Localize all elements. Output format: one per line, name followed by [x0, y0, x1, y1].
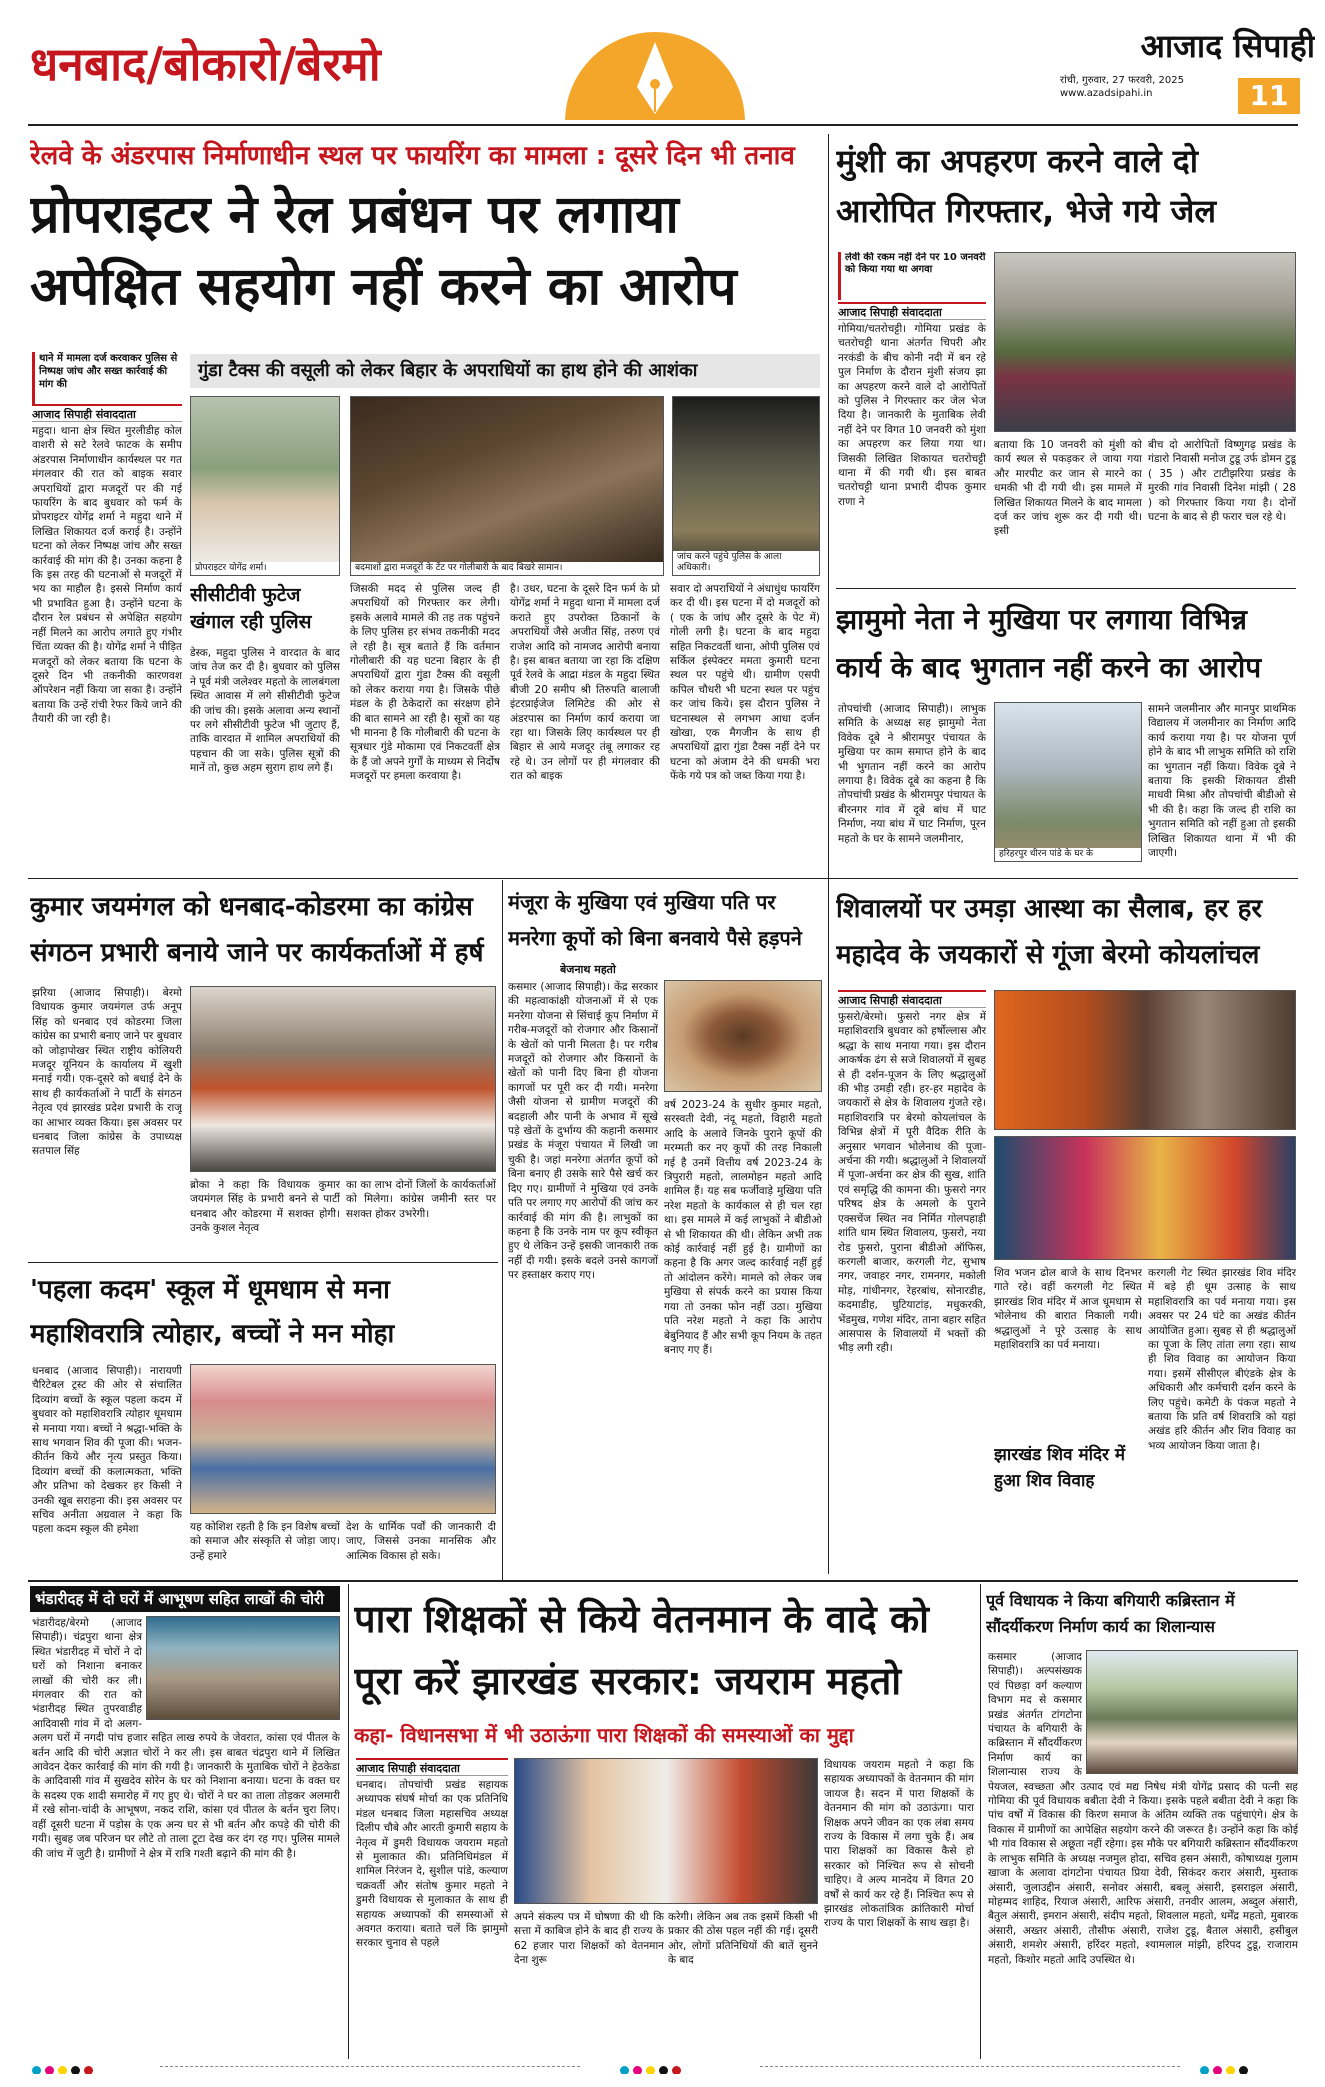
- shiv-col-1: फुसरो/बेरमो। फुसरो नगर क्षेत्र में महाशिवरात्रि बुधवार को हर्षोल्लास और श्रद्धा के साथ मनाया गया। इस दौरान आकर्षक ढंग से सजे शिवालयों में सुबह से ही दर्शन-पूजन के लिए श्रद्धालुओं की भीड़ उमड़ी रही। हर-हर महादेव के जयकारों से क्षेत्र के शिवालय गुंजते रहे। महाशिवरात्रि पर बेरमो कोयलांचल के विभिन्न क्षेत्रों में पूरी वैदिक रीति के अनुसार भगवान भोलेनाथ की पूजा-अर्चना की गयी। श्रद्धालुओं ने शिवालयों में पूजा-अर्चना कर क्षेत्र की सुख, शांति एवं समृद्धि की कामना की। फुसरो नगर परिषद क्षेत्र के अमलो के पुराने एक्सचेंज स्थित नव निर्मित गोलपहाड़ी शांति धाम स्थित शिवालय, फुसरो, नया रोड फुसरो, पुराना बीडीओ ऑफिस, करगली बाजार, करगली गेट, सुभाष नगर, जवाहर नगर, रामनगर, मकोली मोड़, गांधीनगर, रेहरबांध, सोनारडीह, कदमाडीह, घुटियाटांड़, मधुकरकी, भेंडमुख, गणेश मंदिर, ताना बहार सहित आसपास के शिवालयों में भक्तों की भीड़ लगी रही।: [838, 1011, 986, 1355]
- section-rule: [28, 1580, 1298, 1582]
- kabristan-col-1: कसमार (आजाद सिपाही)। अल्पसंख्यक एवं पिछड़ा वर्ग कल्याण विभाग मद से कसमार प्रखंड अंतर्गत टांगटोना पंचायत के बगियारी के कब्रिस्तान में सौंदर्यीकरण निर्माण कार्य का शिलान्यास राज्य के पेयजल, स्वच्छता और उत्पाद एवं मद्य निषेध मंत्री योगेंद्र प्रसाद की पत्नी सह गोमिया की पूर्व विधायक बबीता देवी ने किया। इसके पहले बबीता देवी ने कहा कि पांच वर्षों में विकास की किरण समाज के अंतिम व्यक्ति तक पहुंचाएंगे। क्षेत्र के विकास में ग्रामीणों का आपेक्षित सहयोग करने की जरूरत है। उन्होंने कहा कि कोई भी गांव विकास से अछूता नहीं रहेगा। इस मौके पर बगियारी कब्रिस्तान सौंदर्यीकरण के लाभुक समिति के अध्यक्ष नजमुल होदा, सचिव हसन अंसारी, कोषाध्यक्ष गुलाम खाजा के अलावा दांगटोना पंचायत प्रिया देवी, सिकंदर करार अंसारी, मुस्ताक अंसारी, जुलाउद्दीन अंसारी, सनोवर अंसारी, बबलू अंसारी, इसराइल अंसारी, मोहम्मद शाहिद, रियाज अंसारी, आरिफ अंसारी, तनवीर आलम, अब्दुल अंसारी, बैतुल अंसारी, इमरान अंसारी, संदीप महतो, शिवलाल महतो, धर्मेंद्र महतो, मुबारक अंसारी, अख्तर अंसारी, तौसीफ अंसारी, राजेश टुडू, बैताल अंसारी, हसीबुल अंसारी, शमशेर अंसारी, हरिंदर महतो, श्यामलाल मांझी, हरिपद टुडू, राजाराम महतो, किशोर महतो आदि उपस्थित थे।: [988, 1651, 1298, 1966]
- column-divider: [502, 880, 503, 1580]
- pahla-headline: 'पहला कदम' स्कूल में धूमधाम से मना महाशिवरात्रि त्योहार, बच्चों ने मन मोहा: [30, 1275, 395, 1349]
- shiv-col-3: करगली गेट स्थित झारखंड शिव मंदिर में बड़े ही धूम उत्साह के साथ महाशिवरात्रि का पर्व मनाया गया। इस अवसर पर 24 घंटे का अखंड कीर्तन आयोजित हुआ। सुबह से ही श्रद्धालुओं का पूजा के लिए तांता लगा रहा। साथ ही शिव विवाह का आयोजन किया गया। इसमें सीसीएल बीएंडके क्षेत्र के अधिकारी और कर्मचारी दर्शन करने के लिए पहुंचे। कमेटी के पंकज महतो ने बताया कि प्रति वर्ष शिवरात्रि को यहां अखंड हरि कीर्तन और शिव विवाह का भव्य आयोजन किया जाता है।: [1148, 1267, 1296, 1452]
- photo-caption: जांच करने पहुंचे पुलिस के आला अधिकारी।: [673, 551, 819, 575]
- paper-name: आजाद सिपाही: [1140, 27, 1315, 65]
- shiv-byline: आजाद सिपाही संवाददाता: [838, 990, 986, 1008]
- lead-col-3: जिसकी मदद से पुलिस जल्द ही अपराधियों को गिरफ्तार कर लेगी। इसके अलावे मामले की तह तक पहुंचने के लिए पुलिस हर संभव तकनीकी मदद ले रही है। सूत्र बताते हैं कि वर्तमान गोलीबारी की यह घटना बिहार के ही अपराधियों द्वारा गुंडा टैक्स की वसूली को लेकर कराया गया है। जिसके पीछे मंडल के ही ठेकेदारों का संरक्षण होने की बात सामने आ रही है। सूत्रों का यह भी मानना है कि गोलीबारी की घटना के सूत्रधार गुंडे मोकामा एवं निकटवर्ती क्षेत्र के हैं जो अपने गुर्गों के माध्यम से निर्दोष मजदूरों पर हमला करवाया है।: [350, 583, 500, 783]
- lead-box-title: थाने में मामला दर्ज करवाकर पुलिस से निष्पक्ष जांच और सख्त कार्रवाई की मांग की: [32, 352, 182, 404]
- shiv-subhead: झारखंड शिव मंदिर में हुआ शिव विवाह: [994, 1445, 1126, 1491]
- section-rule: [28, 878, 1298, 879]
- para-col-4: विधायक जयराम महतो ने कहा कि सहायक अध्यापकों के वेतनमान की मांग जायज है। सदन में पारा शिक्षकों के वेतनमान की मांग को उठाऊंगा। पारा शिक्षक अपने जीवन का एक लंबा समय राज्य के विकास में लगा चुके हैं। अब पारा शिक्षकों का विकास कैसे हो सरकार को निश्चित रूप से सोचनी चाहिए। वे अल्प मानदेय में विगत 20 वर्षों से कार्य कर रहे हैं। निश्चित रूप से झारखंड लोकतांत्रिक क्रांतिकारी मोर्चा राज्य के पारा शिक्षकों के साथ खड़ा है।: [824, 1759, 974, 1930]
- photo-congress-celebration: [190, 986, 496, 1172]
- munshi-byline: आजाद सिपाही संवाददाता: [838, 302, 986, 320]
- bhandari-headline: भंडारीदह में दो घरों में आभूषण सहित लाखों की चोरी: [30, 1586, 340, 1612]
- para-col-1: धनबाद। तोपचांची प्रखंड सहायक अध्यापक संघर्ष मोर्चा का एक प्रतिनिधि मंडल धनबाद जिला महासचिव अध्यक्ष दिलीप चौबे और आरती कुमारी सहाय के नेतृत्व में डुमरी विधायक जयराम महतो से मुलाकात की। प्रतिनिधिमंडल में शामिल निरंजन दे, सुशील पांडे, कल्याण चक्रवर्ती और संतोष कुमार महतो ने डुमरी विधायक से मुलाकात के साथ ही सहायक अध्यापकों की समस्याओं से अवगत कराया। बताते चलें कि झामुमो सरकार चुनाव से पहले: [356, 1779, 508, 1950]
- kumar-col-1: झरिया (आजाद सिपाही)। बेरमो विधायक कुमार जयमंगल उर्फ अनूप सिंह को धनबाद एवं कोडरमा जिला कांग्रेस का प्रभारी बनाए जाने पर बुधवार को जोड़ापोखर स्थित राष्ट्रीय कोलियरी मजदूर यूनियन के कार्यालय में खुशी मनाई गयी। एक-दूसरे को बधाई देने के साथ ही कार्यकर्ताओं ने पार्टी के संगठन नेतृत्व एवं झारखंड प्रदेश प्रभारी के राजू का आभार व्यक्त किया। इस अवसर पर धनबाद जिला कांग्रेस के उपाध्यक्ष सतपाल सिंह: [32, 987, 182, 1158]
- manjura-col-1: कसमार (आजाद सिपाही)। केंद्र सरकार की महत्वाकांक्षी योजनाओं में से एक मनरेगा योजना से सिंचाई कूप निर्माण में गरीब-मजदूरों को रोजगार और किसानों के खेतों को पानी मिलता है। पर गरीब मजदूरों को रोजगार और किसानों के खेतों को पानी दिए बिना ही योजना कागजों पर पूरी कर दी गयी। मनरेगा जैसी योजना से ग्रामीण मजदूरों की बदहाली और पानी के अभाव में सूखे पड़े खेतों के दुर्भाग्य की कहानी कसमार प्रखंड के मंजूरा पंचायत में लिखी जा चुकी है। जहां मनरेगा अंतर्गत कूपों को बिना बनाए ही उसके सारे पैसे खर्च कर दिए गए। ग्रामीणों ने मुखिया एवं उनके पति पर लगाए गए आरोपों की जांच कर कार्रवाई की मांग की है। लाभुकों का कहना है कि उनके नाम पर कूप स्वीकृत हुए थे लेकिन उन्हें इसकी जानकारी तक नहीं दी गयी। इसके बदले उनसे कागजों पर हस्ताक्षर कराए गए।: [508, 981, 658, 1282]
- masthead-rule: [28, 124, 1298, 126]
- photo-water-tower: [994, 702, 1142, 862]
- kumar-col-3: का का लाभ दोनों जिलों के कार्यकर्ताओं को मिलेगा। कांग्रेस जमीनी स्तर पर सशक्त होकर उभरेगी।: [346, 1179, 496, 1220]
- photo-well: [664, 980, 822, 1092]
- lead-headline-1: प्रोपराइटर ने रेल प्रबंधन पर लगाया: [30, 185, 679, 245]
- footer-color-dots: [32, 2060, 152, 2074]
- kabristan-headline: पूर्व विधायक ने किया बगियारी कब्रिस्तान में सौंदर्यीकरण निर्माण कार्य का शिलान्यास: [986, 1591, 1235, 1636]
- lead-col-4: है। उधर, घटना के दूसरे दिन फर्म के प्रो योगेंद्र शर्मा ने महुदा थाना में मामला दर्ज कराते हुए उपरोक्त ठिकानों के अपराधियों जैसे अजीत सिंह, तरुण एवं राजेश आदि को नामजद आरोपी बनाया है। इस बाबत बताया जा रहा कि दक्षिण पूर्व रेलवे के आद्रा मंडल के महुदा स्थित बीजी 20 समीप श्री तिरुपति बालाजी इंटरप्राईजेज लिमिटेड की ओर से अंडरपास का निर्माण कार्य कराया जा रहा था। जिसके लिए कार्यस्थल पर ही बिहार से आये मजदूर तंबू लगाकर रह रहे थे। उन लोगों पर ही मंगलवार की रात को बाइक: [510, 583, 660, 783]
- column-divider: [828, 134, 829, 1574]
- footer-color-dots: [1200, 2060, 1300, 2074]
- page-number: 11: [1238, 78, 1300, 114]
- lead-strip: गुंडा टैक्स की वसूली को लेकर बिहार के अपराधियों का हाथ होने की आशंका: [190, 354, 820, 388]
- manjura-col-2: वर्ष 2023-24 के सुधीर कुमार महतो, सरस्वती देवी, नंदू महतो, विहारी महतो आदि के अलावे जिनके पुराने कूपों की मरम्मती कर नए कूपों की तरह निकाली गई है उनमें वित्तीय वर्ष 2023-24 के त्रिपुरारी महतो, लालमोहन महतो आदि शामिल हैं। यह सब फर्जीवाड़े मुखिया पति नरेश महतो के कार्यकाल से ही चल रहा था। इस मामले में कई लाभुकों ने बीडीओ से भी शिकायत की थी। लेकिन अभी तक कोई कार्रवाई नहीं हुई है। ग्रामीणों का कहना है कि अगर जल्द कार्रवाई नहीं हुई तो आंदोलन करेंगे। मामले को लेकर जब मुखिया से संपर्क करने का प्रयास किया गया तो उनका फोन नहीं उठा। मुखिया पति नरेश महतो ने कहा कि आरोप बेबुनियाद हैं और सभी कूप नियम के तहत बनाए गए हैं।: [664, 1099, 822, 1356]
- pen-nib-logo: [555, 22, 755, 120]
- pahla-col-3: देश के धार्मिक पर्वों की जानकारी दी जाए, जिससे उनका मानसिक और आत्मिक विकास हो सके।: [346, 1521, 496, 1562]
- manjura-reporter: बेजनाथ महतो: [560, 963, 616, 976]
- jmm-col-1: तोपचांची (आजाद सिपाही)। लाभुक समिति के अध्यक्ष सह झामुमो नेता विवेक दूबे ने श्रीरामपुर पंचायत के मुखिया पर काम समाप्त होने के बाद भी भुगतान नहीं करने का आरोप लगाया है। विवेक दूबे का कहना है कि तोपचांची प्रखंड के श्रीरामपुर पंचायत के बीरनगर गांव में दूबे बांध में घाट निर्माण, नया बांध में घाट निर्माण, पूरन महतो के घर के सामने जलमीनार,: [838, 703, 986, 845]
- pahla-col-1: धनबाद (आजाद सिपाही)। नारायणी चैरिटेबल ट्रस्ट की ओर से संचालित दिव्यांग बच्चों के स्कूल पहला कदम में बुधवार को महाशिवरात्रि त्योहार धूमधाम से मनाया गया। बच्चों ने श्रद्धा-भक्ति के साथ भगवान शिव की पूजा की। भजन-कीर्तन किये और नृत्य प्रस्तुत किया। दिव्यांग बच्चों की कलात्मकता, भक्ति और प्रतिभा को देखकर हर किसी ने उनकी खूब सराहना की। इस अवसर पर सचिव अनीता अग्रवाल ने कहा कि पहला कदम स्कूल की हमेशा: [32, 1365, 182, 1536]
- dateline: रांची, गुरुवार, 27 फरवरी, 2025: [1060, 75, 1184, 86]
- kumar-col-2: ब्रोका ने कहा कि विधायक कुमार जयमंगल सिंह के प्रभारी बनने से पार्टी धनबाद और कोडरमा में सशक्त होगी। उनके कुशल नेतृत्व: [190, 1179, 340, 1235]
- section-rule: [836, 588, 1296, 589]
- shiv-headline: शिवालयों पर उमड़ा आस्था का सैलाब, हर हर महादेव के जयकारों से गूंजा बेरमो कोयलांचल: [836, 894, 1263, 970]
- munshi-col-1: गोमिया/चतरोचट्टी। गोमिया प्रखंड के चतरोचट्टी थाना अंतर्गत चिपरी और नरकंडी के बीच कोनी नदी में बन रहे पुल निर्माण के दौरान मुंशी संजय झा का अपहरण करने वाले दो आरोपितों को पुलिस ने गिरफ्तार कर जेल भेज दिया है। जानकारी के मुताबिक लेवी नहीं देने पर विगत 10 जनवरी को मुंशा का अपहरण कर लिया गया था। जिसकी लिखित शिकायत चतरोचट्टी थाना में की गयी थी। इस बाबत चतरोचट्टी थाना प्रभारी दीपक कुमार राणा ने: [838, 323, 986, 508]
- photo-foundation-ceremony: [1086, 1650, 1298, 1774]
- lead-col-2: डेस्क, महुदा पुलिस ने वारदात के बाद जांच तेज कर दी है। बुधवार को पुलिस ने पूर्व मंत्री जलेश्वर महतो के लालबंगला स्थित आवास में लगे सीसीटीवी फुटेज की जांच की। इसके अलावा अन्य स्थानों पर लगे सीसीटीवी फुटेज भी जुटाए हैं, ताकि वारदात में शामिल अपराधियों की पहचान की जा सके। पुलिस सूत्रों की मानें तो, कुछ अहम सुराग हाथ लगे हैं।: [190, 647, 340, 775]
- photo-scattered-items: [350, 396, 664, 576]
- munshi-box: लेवी की रकम नहीं देने पर 10 जनवरी को किया गया था अगवा: [838, 252, 986, 300]
- masthead: [0, 0, 1325, 120]
- lead-col-5: सवार दो अपराधियों ने अंधाधुंध फायरिंग कर दी थी। इस घटना में दो मजदूरों को ( एक के जांघ और दूसरे के पेट में) गोली लगी है। घटना के बाद महुदा सहित निकटवर्ती थाना, ओपी पुलिस एवं सर्किल इंस्पेक्टर ममता कुमारी घटना स्थल पर पहुंचे थी। ग्रामीण एसपी कपिल चौधरी भी घटना स्थल पर पहुंच कर जांच किये। इस दौरान पुलिस ने घटनास्थल से लगभग आधा दर्जन खोखा, एक मैगजीन के साथ ही अपराधियों द्वारा गुंडा टैक्स नहीं देने पर घटना को अंजाम देने की धमकी भरा फेंके गये पत्र को जब्त किया गया है।: [670, 583, 820, 783]
- footer-registration-marks: [160, 2066, 580, 2068]
- para-col-2: अपने संकल्प पत्र में घोषणा की थी कि सत्ता में काबिज होने के बाद ही राज्य के 62 हजार पारा शिक्षकों को वेतनमान देना शुरू: [514, 1911, 664, 1967]
- shiv-col-2: शिव भजन ढोल बाजे के साथ दिनभर गाते रहे। वहीं करगली गेट स्थित झारखंड शिव मंदिर में आज धूमधाम से भोलेनाथ की बारात निकाली गयी। श्रद्धालुओं ने पूरे उत्साह के साथ महाशिवरात्रि का पर्व मनाया।: [994, 1267, 1142, 1352]
- photo-caption: बदमाशों द्वारा मजदूरों के टेंट पर गोलीबारी के बाद बिखरे सामान।: [351, 562, 663, 575]
- munshi-headline: मुंशी का अपहरण करने वाले दो आरोपित गिरफ्तार, भेजे गये जेल: [836, 142, 1217, 230]
- bhandari-col-1: भंडारीदह/बेरमो (आजाद सिपाही)। चंद्रपुरा थाना क्षेत्र स्थित भंडारीदह में चोरों ने दो घरों को निशाना बनाकर लाखों की चोरी कर ली। मंगलवार की रात को भंडारीदह स्थित तुपरवाडीह आदिवासी गांव में दो अलग-अलग घरों में नगदी पांच हजार सहित लाख रुपये के जेवरात, कांसा एवं पीतल के बर्तन आदि की चोरी अज्ञात चोरों ने कर ली। इस बाबत चंद्रपुरा थाने में लिखित आवेदन देकर कार्रवाई की मांग की गयी है। जानकारी के मुताबिक चोरों ने हेठकेडा के आदिवासी गांव में सुखदेव सोरेन के घर को निशाना बनाया। घटना के वक्त घर के सदस्य एक शादी समारोह में गए हुए थे। चोरों ने घर का ताला तोड़कर अलमारी में रखे सोना-चांदी के आभूषण, नकद राशि, कांसा एवं पीतल के बर्तन चुरा लिए। वहीं दूसरी घटना में पड़ोस के एक अन्य घर से भी बर्तन और कपड़े की चोरी की गयी। सुबह जब परिजन घर लौटे तो ताला टूटा देख कर दंग रह गए। पुलिस मामले की जांच में जुटी है। ग्रामीणों ने क्षेत्र में रात्रि गश्ती बढ़ाने की मांग की है।: [32, 1617, 340, 1860]
- lead-subhead: सीसीटीवी फुटेज खंगाल रही पुलिस: [190, 584, 312, 633]
- para-headline-1: पारा शिक्षकों से किये वेतनमान के वादे को: [354, 1597, 930, 1641]
- lead-topline: रेलवे के अंडरपास निर्माणाधीन स्थल पर फायरिंग का मामला : दूसरे दिन भी तनाव: [30, 141, 795, 171]
- footer-registration-marks: [760, 2066, 1180, 2068]
- photo-shiv-devotees-2: [994, 1136, 1296, 1260]
- footer-color-dots: [620, 2060, 740, 2074]
- jmm-col-2: सामने जलमीनार और मानपुर प्राथमिक विद्यालय में जलमीनार का निर्माण आदि कार्य कराया गया है। पर योजना पूर्ण होने के बाद भी लाभुक समिति को राशि का भुगतान नहीं किया। विवेक दूबे ने बताया कि इसकी शिकायत डीसी माधवी मिश्रा और तोपचांची बीडीओ से भी की है। कहा कि जल्द ही राशि का भुगतान समिति को नहीं हुआ तो इसकी लिखित शिकायत थाना में भी की जाएगी।: [1148, 703, 1296, 860]
- kumar-headline: कुमार जयमंगल को धनबाद-कोडरमा का कांग्रेस संगठन प्रभारी बनाये जाने पर कार्यकर्ताओं में हर्ष: [30, 892, 484, 968]
- para-col-3: करेगी। लेकिन अब तक इसमें किसी भी प्रकार की ठोस पहल नहीं की गई। दूसरी ओर, लोगों प्रतिनिधियों की बातें सुनने के बाद: [668, 1911, 818, 1967]
- para-deck: कहा- विधानसभा में भी उठाऊंगा पारा शिक्षकों की समस्याओं का मुद्दा: [354, 1723, 854, 1747]
- section-title: धनबाद/बोकारो/बेरमो: [30, 37, 381, 91]
- manjura-headline: मंजूरा के मुखिया एवं मुखिया पति पर मनरेगा कूपों को बिना बनवाये पैसे हड़पने: [508, 890, 802, 950]
- lead-headline-2: अपेक्षित सहयोग नहीं करने का आरोप: [30, 257, 737, 317]
- pahla-col-2: यह कोशिश रहती है कि इन विशेष बच्चों को समाज और संस्कृति से जोड़ा जाए। उन्हें हमारे: [190, 1521, 340, 1562]
- photo-police-officers: [672, 396, 820, 576]
- lead-col-1: महुदा। थाना क्षेत्र स्थित मुरलीडीह कोल वाशरी से सटे रेलवे फाटक के समीप अंडरपास निर्माणाधीन कार्यस्थल पर गत मंगलवार की रात को बाइक सवार अपराधियों द्वारा मजदूरों पर की गई फायरिंग के बाद बुधवार को फर्म के प्रोपराइटर योगेंद्र शर्मा ने महुदा थाने में लिखित शिकायत दर्ज कराई है। उन्होंने घटना को लेकर निष्पक्ष जांच और सख्त कार्रवाई की मांग की है। उनका कहना है कि इस तरह की घटनाओं से मजदूरों में भय का माहौल है। इससे निर्माण कार्य भी प्रभावित हुआ है। उन्होंने घटना के दौरान रेल प्रबंधन से अपेक्षित सहयोग नहीं मिलने का आरोप लगाते हुए गंभीर चिंता व्यक्त की है। योगेंद्र शर्मा ने पीड़ित मजदूरों को लेकर बताया कि घटना के दूसरे दिन भी तकनीकी कारणवश ऑपरेशन नहीं किया जा सका है। उन्होंने बताया कि उन्हें रांची रेफर किये जाने की तैयारी की जा रही है।: [32, 425, 182, 726]
- photo-para-teachers-meeting: [514, 1758, 818, 1904]
- jmm-headline: झामुमो नेता ने मुखिया पर लगाया विभिन्न कार्य के बाद भुगतान नहीं करने का आरोप: [836, 603, 1262, 684]
- website-url: www.azadsipahi.in: [1060, 88, 1153, 99]
- para-headline-2: पूरा करें झारखंड सरकार: जयराम महतो: [354, 1659, 902, 1703]
- para-byline: आजाद सिपाही संवाददाता: [356, 1758, 508, 1776]
- column-divider: [980, 1584, 981, 2059]
- photo-caption: हरिहरपुर धीरन पांडे के घर के: [995, 848, 1141, 861]
- munshi-col-3: बीच दो आरोपितों विष्णुगढ़ प्रखंड के गंडारो निवासी मनोज टुडू उर्फ डोमन टुडू ( 35 ) और टाटीझरिया प्रखंड के मुरकी गांव निवासी दिनेश मांझी ( 28 ) को गिरफ्तार किया गया है। दोनों घटना के बाद से ही फरार चल रहे थे।: [1148, 439, 1296, 524]
- section-rule: [28, 1262, 498, 1263]
- photo-school-children: [190, 1364, 496, 1514]
- photo-shiv-devotees-1: [994, 990, 1296, 1130]
- column-divider: [348, 1584, 349, 2059]
- photo-broken-cupboard: [146, 1616, 340, 1720]
- photo-caption: प्रोपराइटर योगेंद्र शर्मा।: [191, 562, 339, 575]
- photo-proprietor: [190, 396, 340, 576]
- photo-arrested-accused: [994, 252, 1296, 432]
- munshi-col-2: बताया कि 10 जनवरी को मुंशी को कार्य स्थल से पकड़कर ले जाया गया और मारपीट कर जान से मारने का धमकी भी दी गयी थी। इस मामले में लिखित शिकायत मिलने के बाद मामला दर्ज कर जांच शुरू कर दी गयी थी। इसी: [994, 439, 1142, 538]
- lead-byline: आजाद सिपाही संवाददाता: [32, 404, 182, 422]
